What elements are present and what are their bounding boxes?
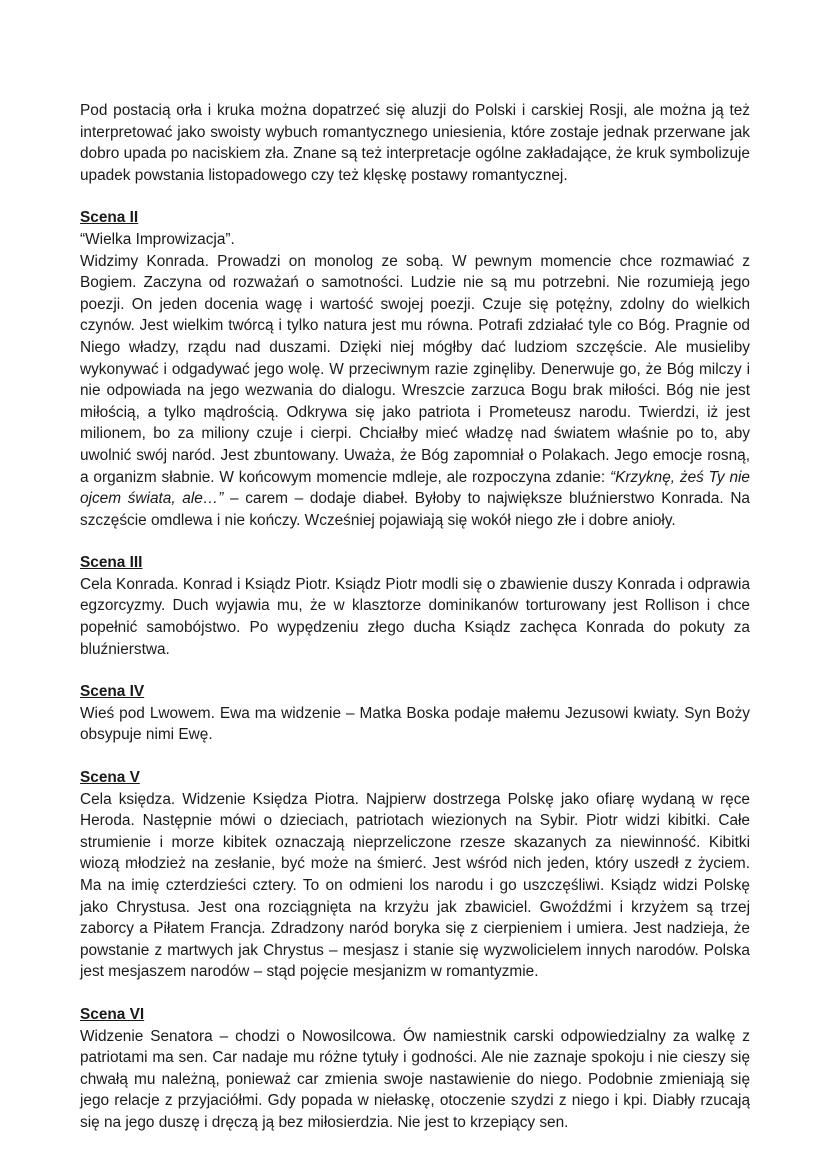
scene-2-section [80,207,750,531]
scene-5-paragraph: Cela księdza. Widzenie Księdza Piotra. Najpierw dostrzega Polskę jako ofiarę wydaną w ręce Heroda. Następnie mówi o dzieciach, patriotach wiezionych na Sybir. Piotr widzi kibitki. Całe strumienie i morze kibitek oznaczają nieprzeliczone rzesze skazanych za niewinność. Kibitki wiozą młodzież na zesłanie, być może na śmierć. Jest wśród nich jeden, który uszedł z życiem. Ma na imię czterdzieści cztery. To on odmieni los narodu i go uszczęśliwi. Ksiądz widzi Polskę jako Chrystusa. Jest ona rozciągnięta na krzyżu jak zbawiciel. Gwoźdźmi i krzyżem są trzej zaborcy a Piłatem Francja. Zdradzony naród boryka się z cierpieniem i umiera. Jest nadzieja, że powstanie z martwych jak Chrystus – mesjasz i stanie się wyzwolicielem innych narodów. Polska jest mesjaszem narodów – stąd pojęcie mesjanizm w romantyzmie. [80,790,750,981]
scene-5-heading: Scena V [80,769,140,787]
scene-3-section [80,552,750,660]
scene-6-paragraph: Widzenie Senatora – chodzi o Nowosilcowa. Ów namiestnik carski odpowiedzialny za walkę z patriotami ma sen. Car nadaje mu różne tytuły i godności. Ale nie zaznaje spokoju i nie cieszy się chwałą mu należną, ponieważ car zmienia swoje nastawienie do niego. Podobnie zmieniają się jego relacje z przyjaciółmi. Gdy popada w niełaskę, otoczenie szydzi z niego i kpi. Diabły rzucają się na jego duszę i dręczą ją bez miłosierdzia. Nie jest to krzepiący sen. [80,1027,750,1131]
scene-6-heading: Scena VI [80,1005,145,1023]
scene-5-section [80,767,750,983]
scene-3-heading: Scena III [80,554,143,572]
scene-4-section [80,681,750,746]
scene-2-heading: Scena II [80,209,139,227]
scene-4-paragraph: Wieś pod Lwowem. Ewa ma widzenie – Matka Boska podaje małemu Jezusowi kwiaty. Syn Boży obsypuje nimi Ewę. [80,704,750,744]
scene-2-text-after: – carem – dodaje diabeł. Byłoby to największe bluźnierstwo Konrada. Na szczęście omdlewa i nie kończy. Wcześniej pojawiają się wokół niego złe i dobre anioły. [80,490,750,529]
scene-2-text-before: Widzimy Konrada. Prowadzi on monolog ze sobą. W pewnym momencie chce rozmawiać z Bogiem. Zaczyna od rozważań o samotności. Ludzie nie są mu potrzebni. Nie rozumieją jego poezji. On jeden docenia wagę i wartość swojej poezji. Czuje się potężny, zdolny do wielkich czynów. Jest wielkim twórcą i tylko natura jest mu równa. Potrafi zdziałać tyle co Bóg. Pragnie od Niego władzy, rządu nad duszami. Dzięki niej mógłby dać ludziom szczęście. Ale musieliby wykonywać i odgadywać jego wolę. W przeciwnym razie zginęliby. Denerwuje go, że Bóg milczy i nie odpowiada na jego wezwania do dialogu. Wreszcie zarzuca Bogu brak miłości. Bóg nie jest miłością, a tylko mądrością. Odkrywa się jako patriota i Prometeusz narodu. Twierdzi, iż jest milionem, bo za miliony czuje i cierpi. Chciałby mieć władzę nad światem właśnie po to, aby uwolnić swój naród. Jest zbuntowany. Uważa, że Bóg zapomniał o Polakach. Jego emocje rosną, a organizm słabnie. W końcowym momencie mdleje, ale rozpoczyna zdanie: [80,252,750,486]
scene-6-section [80,1004,750,1134]
scene-4-heading: Scena IV [80,683,145,701]
scene-3-paragraph: Cela Konrada. Konrad i Ksiądz Piotr. Ksiądz Piotr modli się o zbawienie duszy Konrada i odprawia egzorcyzmy. Duch wyjawia mu, że w klasztorze dominikanów torturowany jest Rollison i chce popełnić samobójstwo. Po wypędzeniu złego ducha Ksiądz zachęca Konrada do pokuty za bluźnierstwa. [80,575,750,658]
scene-2-quote: “Krzyknę, żeś Ty nie ojcem świata, ale…” [80,468,750,508]
document-page [80,100,750,1134]
scene-2-subtitle: “Wielka Improwizacja”. [80,230,235,248]
scene-2-paragraph [80,251,750,532]
intro-paragraph: Pod postacią orła i kruka można dopatrzeć się aluzji do Polski i carskiej Rosji, ale można ją też interpretować jako swoisty wybuch romantycznego uniesienia, które zostaje jednak przerwane jak dobro upada po naciskiem zła. Znane są też interpretacje ogólne zakładające, że kruk symbolizuje upadek powstania listopadowego czy też klęskę postawy romantycznej. [80,102,750,184]
